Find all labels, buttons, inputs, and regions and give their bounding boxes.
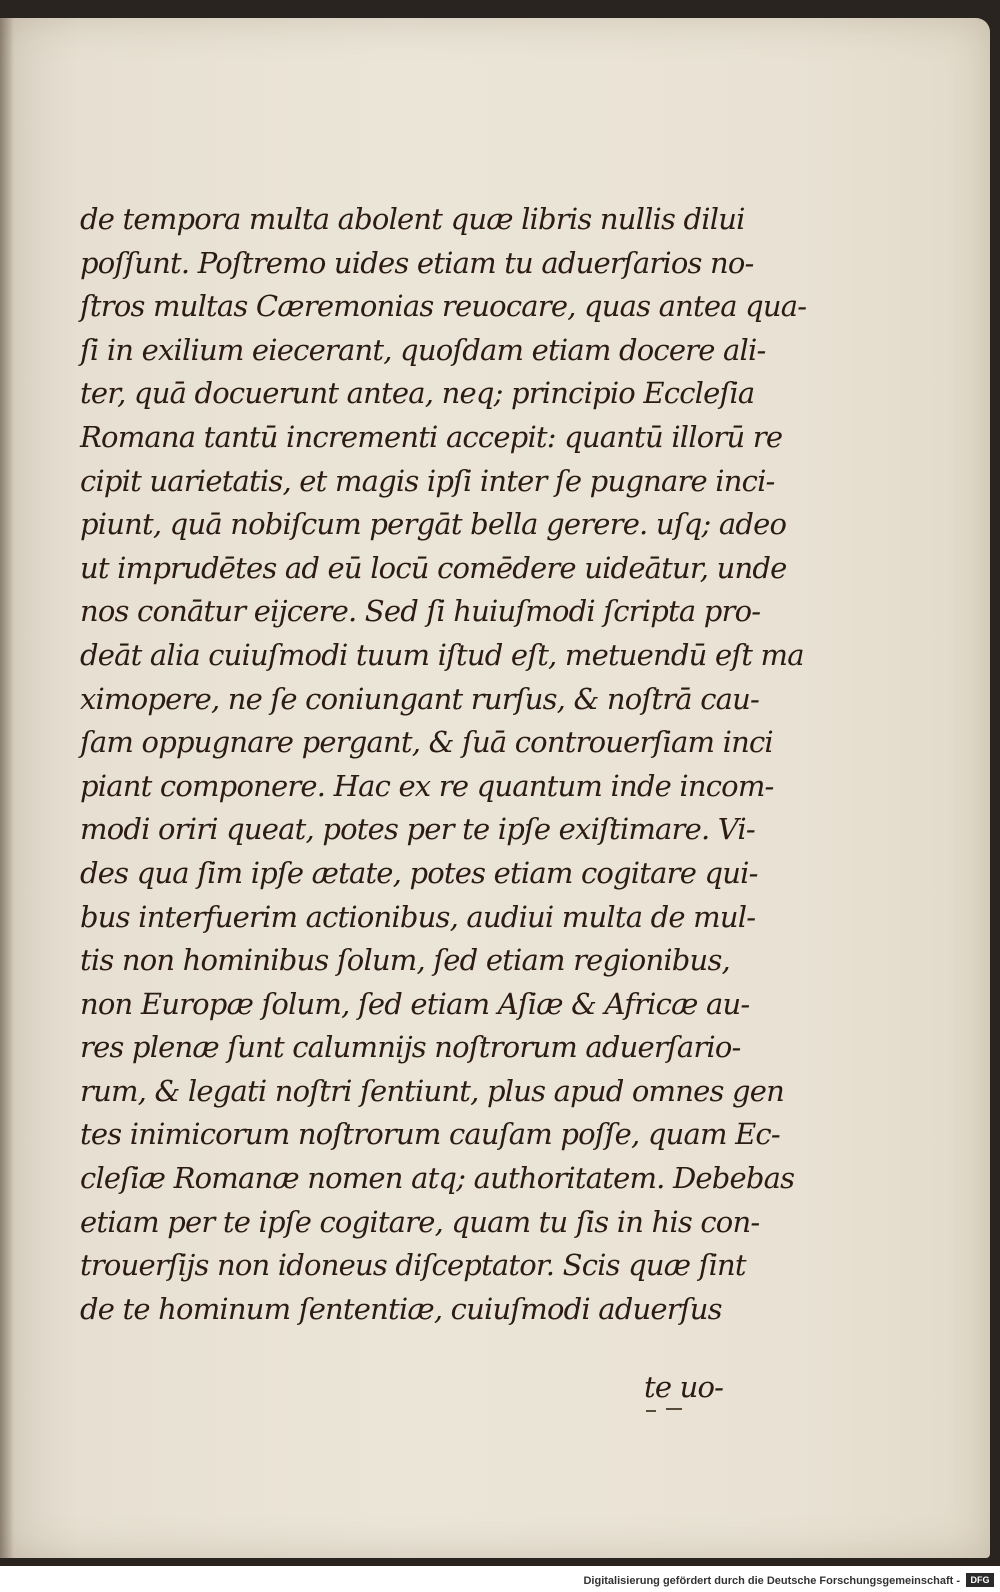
text-line: rum, & legati noſtri ſentiunt, plus apud omnes gen — [80, 1073, 785, 1108]
text-line: de te hominum ſententiæ, cuiuſmodi aduerſus — [80, 1291, 722, 1326]
dfg-logo: DFG — [966, 1573, 994, 1587]
text-line: ſi in exilium eiecerant, quoſdam etiam docere ali- — [80, 332, 766, 367]
text-line: cleſiæ Romanæ nomen atq; authoritatem. Debebas — [80, 1161, 795, 1196]
text-line: res plenæ ſunt calumnijs noſtrorum aduerſario- — [80, 1030, 741, 1065]
text-line: non Europæ ſolum, ſed etiam Aſiæ & Africæ au- — [80, 986, 750, 1021]
text-line: ut imprudētes ad eū locū comēdere uideātur, unde — [80, 550, 787, 585]
text-line: bus interfuerim actionibus, audiui multa de mul- — [80, 899, 756, 934]
text-line: deāt alia cuiuſmodi tuum iſtud eſt, metuendū eſt ma — [80, 637, 804, 672]
text-line: cipit uarietatis, et magis ipſi inter ſe pugnare inci- — [80, 463, 775, 498]
book-page — [0, 18, 990, 1558]
text-line: poſſunt. Poſtremo uides etiam tu aduerſarios no- — [80, 245, 754, 280]
text-line: tes inimicorum noſtrorum cauſam poſſe, quam Ec- — [80, 1117, 780, 1152]
text-line: piant componere. Hac ex re quantum inde incom- — [80, 768, 774, 803]
text-line: de tempora multa abolent quæ libris nullis dilui — [80, 202, 745, 236]
text-line: nos conātur eijcere. Sed ſi huiuſmodi ſcripta pro- — [80, 594, 761, 629]
text-line: etiam per te ipſe cogitare, quam tu ſis in his con- — [80, 1204, 760, 1239]
text-line: modi oriri queat, potes per te ipſe exiſtimare. Vi- — [80, 812, 755, 847]
text-line: tis non hominibus ſolum, ſed etiam regionibus, — [80, 943, 730, 978]
text-line: trouerſijs non idoneus diſceptator. Scis quæ ſint — [80, 1248, 746, 1283]
gutter-shadow — [0, 18, 14, 1558]
text-line: piunt, quā nobiſcum pergāt bella gerere. uſq; adeo — [80, 507, 787, 542]
text-line: Romana tantū incrementi accepit: quantū illorū re — [80, 419, 783, 454]
text-line: ximopere, ne ſe coniungant rurſus, & noſtrā cau- — [80, 681, 760, 716]
ink-marks — [640, 1408, 700, 1418]
text-line: ter, quā docuerunt antea, neq; principio Eccleſia — [80, 376, 755, 411]
footer-credit: Digitalisierung gefördert durch die Deutsche Forschungsgemeinschaft - — [583, 1575, 960, 1587]
text-line: des qua ſim ipſe ætate, potes etiam cogitare qui- — [80, 855, 758, 890]
footer-bar — [0, 1566, 1000, 1592]
catchword: te uo- — [644, 1370, 724, 1404]
page-text — [80, 198, 807, 1331]
text-line: ſam oppugnare pergant, & ſuā controuerſiam inci — [80, 725, 773, 760]
text-line: ſtros multas Cæremonias reuocare, quas antea qua- — [80, 289, 807, 324]
